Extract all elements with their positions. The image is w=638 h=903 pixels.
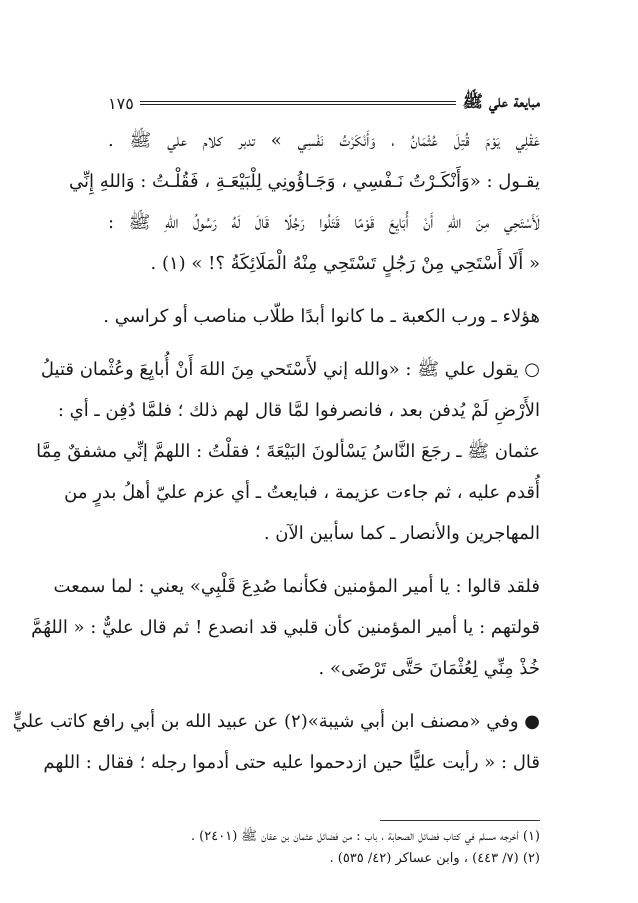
text-line: الأَرْضِ لَمْ يُدفن بعد ، فانصرفوا لمَّا قال لهم ذلك ؛ فلمَّا دُفِن ـ أي :	[57, 400, 540, 421]
paragraph	[103, 296, 540, 337]
text-line: لَأَسْتَحِي مِنَ اللهِ أَنْ أُبَايِعَ قَوْمًا قَتَلُوا رَجُلًا قَالَ لَهُ رَسُولُ اللهِ ﷺ :	[108, 212, 540, 233]
paragraph	[31, 566, 540, 689]
text-line: ○ يقول علي ﷺ : «والله إني لأَسْتَحي مِنَ اللهَ أَنْ أُبايِعَ وعُثْمان قتيلُ	[40, 359, 540, 380]
text-line: ● وفي «مصنف ابن أبي شيبة»(٢) عن عبيد الله بن أبي رافع كاتب عليٍّ	[12, 711, 540, 732]
text-line: فلقد قالوا : يا أمير المؤمنين فكأنما صُدِعَ قَلْبِي» يعني : لما سمعت	[53, 576, 540, 597]
text-line: المهاجرين والأنصار ـ كما سأبين الآن .	[263, 523, 540, 544]
header-divider	[140, 101, 457, 105]
text-line: يقـول : «وَأَنْكَـرْتُ نَـفْسِي ، وَجَـاؤُونِي لِلْبَيْعَـةِ ، فَقُلْـتُ : وَاللهِ إِنِّي	[68, 171, 540, 192]
text-line: عثمان ﷺ ـ رجَعَ النَّاسُ يَسْألونَ البَيْعَةَ ؛ فقلْتُ : اللهمَّ إنِّي مشفقٌ مِمَّا	[36, 441, 540, 462]
body-text	[12, 120, 540, 783]
text-line: عَقْلِي يَوْمَ قُتِلَ عُثْمَانُ ، وَأَنْكَرْتُ نَفْسِي » تدبر كلام علي ﷺ .	[108, 130, 540, 151]
page-number: ١٧٥	[108, 93, 134, 113]
text-line: هؤلاء ـ ورب الكعبة ـ ما كانوا أبدًا طلّاب مناصب أو كراسي .	[103, 306, 540, 327]
footnote-divider	[380, 820, 540, 821]
text-line: « أَلَا أَسْتَحِي مِنْ رَجُلٍ تَسْتَحِي مِنْهُ الْمَلَائِكَةُ ؟! » (١) .	[150, 253, 540, 274]
paragraph	[12, 701, 540, 783]
footnote: (٢) (٧/ ٤٤٣) ، وابن عساكر (٤٢/ ٥٣٥) .	[329, 851, 540, 866]
running-header	[108, 90, 540, 116]
paragraph	[36, 349, 540, 554]
chapter-title: مبايعة علي ﷺ	[462, 91, 540, 112]
footnotes	[100, 826, 540, 870]
paragraph	[68, 120, 540, 284]
text-line: خُذْ مِنِّي لِعُثْمَانَ حَتَّى تَرْضَى» .	[318, 658, 540, 679]
text-line: أُقدم عليه ، ثم جاءت عزيمة ، فبايعتُ ـ أي عزم عليّ أهلُ بدرٍ من	[64, 482, 540, 503]
text-line: قولتهم : يا أمير المؤمنين كأن قلبي قد انصدع ! ثم قال عليٌّ : « اللهُمَّ	[31, 617, 540, 638]
text-line: قال : « رأيت عليًّا حين ازدحموا عليه حتى أدموا رجله ؛ فقال : اللهم	[43, 752, 540, 773]
footnote: (١) أخرجه مسلم في كتاب فضائل الصحابة ، باب : من فضائل عثمان بن عفان ﷺ (٢٤٠١) .	[190, 829, 540, 844]
